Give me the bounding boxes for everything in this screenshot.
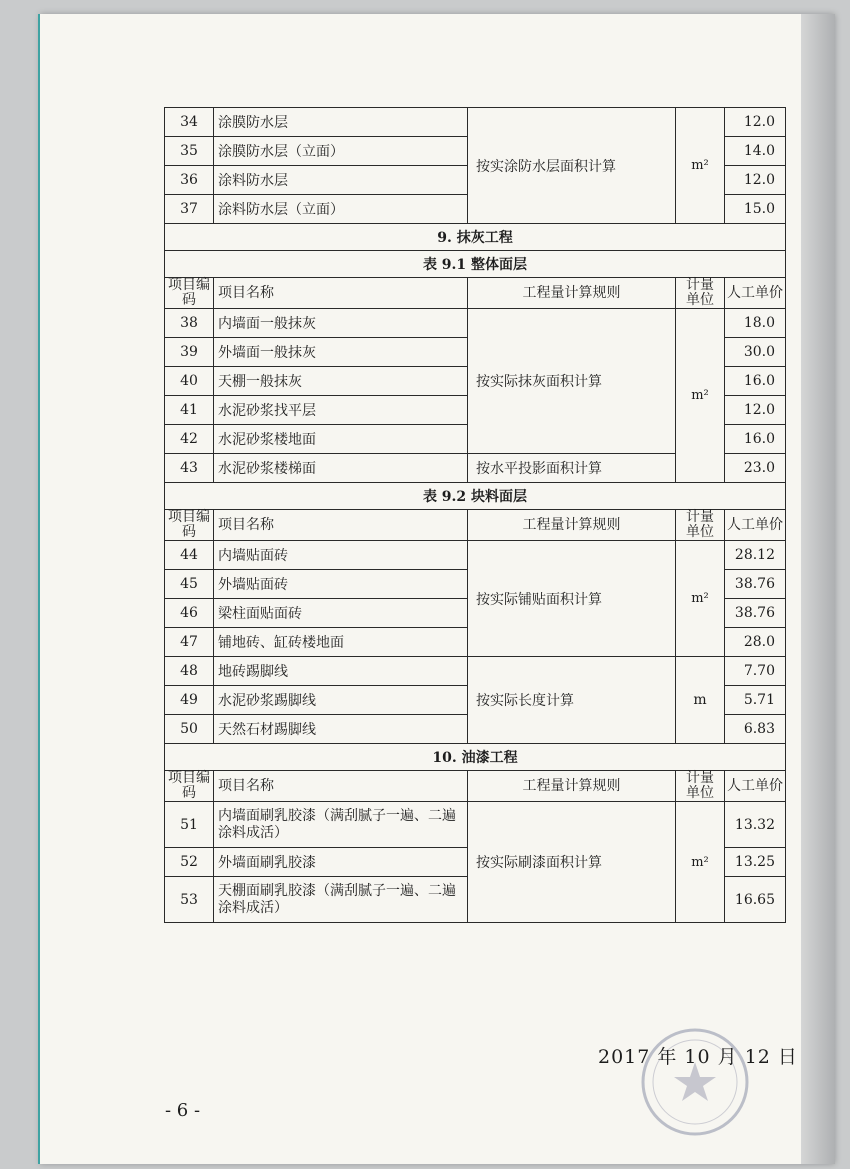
page-edge-shadow xyxy=(801,14,835,1164)
item-code: 39 xyxy=(165,338,214,367)
labor-price: 23.0 xyxy=(725,454,786,483)
official-seal-stamp xyxy=(620,1022,770,1140)
item-name: 内墙面一般抹灰 xyxy=(214,309,468,338)
labor-price: 12.0 xyxy=(725,396,786,425)
item-name: 水泥砂浆楼地面 xyxy=(214,425,468,454)
header-rule: 工程量计算规则 xyxy=(468,510,676,541)
item-code: 44 xyxy=(165,541,214,570)
labor-price: 13.25 xyxy=(725,848,786,877)
labor-price: 16.0 xyxy=(725,367,786,396)
item-name: 内墙贴面砖 xyxy=(214,541,468,570)
item-name: 天然石材踢脚线 xyxy=(214,715,468,744)
labor-price: 7.70 xyxy=(725,657,786,686)
item-name: 涂料防水层（立面） xyxy=(214,195,468,224)
item-name: 外墙面刷乳胶漆 xyxy=(214,848,468,877)
calc-rule: 按实际长度计算 xyxy=(468,657,676,744)
item-name: 内墙面刷乳胶漆（满刮腻子一遍、二遍涂料成活） xyxy=(214,802,468,848)
item-code: 47 xyxy=(165,628,214,657)
item-name: 天棚面刷乳胶漆（满刮腻子一遍、二遍涂料成活） xyxy=(214,877,468,923)
labor-price: 28.0 xyxy=(725,628,786,657)
calc-rule: 按水平投影面积计算 xyxy=(468,454,676,483)
item-code: 38 xyxy=(165,309,214,338)
labor-price: 5.71 xyxy=(725,686,786,715)
header-unit: 计量单位 xyxy=(676,510,725,541)
item-name: 铺地砖、缸砖楼地面 xyxy=(214,628,468,657)
calc-rule: 按实涂防水层面积计算 xyxy=(468,108,676,224)
table-row xyxy=(165,309,786,338)
item-code: 46 xyxy=(165,599,214,628)
table-header xyxy=(165,510,786,541)
header-rule: 工程量计算规则 xyxy=(468,771,676,802)
item-code: 41 xyxy=(165,396,214,425)
labor-price: 38.76 xyxy=(725,570,786,599)
calc-rule: 按实际抹灰面积计算 xyxy=(468,309,676,454)
header-price: 人工单价 xyxy=(725,510,786,541)
labor-price-table xyxy=(164,107,786,923)
header-name: 项目名称 xyxy=(214,771,468,802)
item-code: 37 xyxy=(165,195,214,224)
unit: m² xyxy=(676,309,725,483)
item-name: 天棚一般抹灰 xyxy=(214,367,468,396)
page-number: - 6 - xyxy=(165,1100,201,1121)
labor-price: 12.0 xyxy=(725,166,786,195)
labor-price: 6.83 xyxy=(725,715,786,744)
labor-price: 12.0 xyxy=(725,108,786,137)
item-name: 水泥砂浆找平层 xyxy=(214,396,468,425)
item-code: 36 xyxy=(165,166,214,195)
header-name: 项目名称 xyxy=(214,510,468,541)
table-row xyxy=(165,802,786,848)
item-code: 35 xyxy=(165,137,214,166)
item-name: 涂膜防水层（立面） xyxy=(214,137,468,166)
header-code: 项目编码 xyxy=(165,771,214,802)
header-price: 人工单价 xyxy=(725,771,786,802)
table-row xyxy=(165,657,786,686)
item-code: 52 xyxy=(165,848,214,877)
labor-price: 14.0 xyxy=(725,137,786,166)
item-name: 水泥砂浆踢脚线 xyxy=(214,686,468,715)
item-code: 34 xyxy=(165,108,214,137)
header-code: 项目编码 xyxy=(165,510,214,541)
item-name: 外墙面一般抹灰 xyxy=(214,338,468,367)
labor-price: 15.0 xyxy=(725,195,786,224)
labor-price: 13.32 xyxy=(725,802,786,848)
item-name: 涂料防水层 xyxy=(214,166,468,195)
table-title: 表 9.2 块料面层 xyxy=(165,483,786,510)
header-code: 项目编码 xyxy=(165,278,214,309)
item-code: 43 xyxy=(165,454,214,483)
labor-price: 16.0 xyxy=(725,425,786,454)
item-code: 48 xyxy=(165,657,214,686)
item-code: 50 xyxy=(165,715,214,744)
labor-price: 30.0 xyxy=(725,338,786,367)
item-code: 51 xyxy=(165,802,214,848)
item-code: 42 xyxy=(165,425,214,454)
calc-rule: 按实际铺贴面积计算 xyxy=(468,541,676,657)
unit: m xyxy=(676,657,725,744)
table-header xyxy=(165,771,786,802)
item-code: 45 xyxy=(165,570,214,599)
header-unit: 计量单位 xyxy=(676,278,725,309)
table-title: 表 9.1 整体面层 xyxy=(165,251,786,278)
table-header xyxy=(165,278,786,309)
item-code: 49 xyxy=(165,686,214,715)
unit: m² xyxy=(676,802,725,923)
issue-date: 2017 年 10 月 12 日 xyxy=(598,1046,798,1068)
item-name: 地砖踢脚线 xyxy=(214,657,468,686)
labor-price: 16.65 xyxy=(725,877,786,923)
header-unit: 计量单位 xyxy=(676,771,725,802)
item-name: 水泥砂浆楼梯面 xyxy=(214,454,468,483)
item-name: 涂膜防水层 xyxy=(214,108,468,137)
unit: m² xyxy=(676,541,725,657)
unit: m² xyxy=(676,108,725,224)
header-price: 人工单价 xyxy=(725,278,786,309)
section-title: 9. 抹灰工程 xyxy=(165,224,786,251)
item-code: 53 xyxy=(165,877,214,923)
table-row xyxy=(165,108,786,137)
item-code: 40 xyxy=(165,367,214,396)
item-name: 外墙贴面砖 xyxy=(214,570,468,599)
labor-price: 28.12 xyxy=(725,541,786,570)
calc-rule: 按实际刷漆面积计算 xyxy=(468,802,676,923)
header-name: 项目名称 xyxy=(214,278,468,309)
item-name: 梁柱面贴面砖 xyxy=(214,599,468,628)
table-row xyxy=(165,541,786,570)
section-title: 10. 油漆工程 xyxy=(165,744,786,771)
labor-price: 38.76 xyxy=(725,599,786,628)
header-rule: 工程量计算规则 xyxy=(468,278,676,309)
labor-price: 18.0 xyxy=(725,309,786,338)
